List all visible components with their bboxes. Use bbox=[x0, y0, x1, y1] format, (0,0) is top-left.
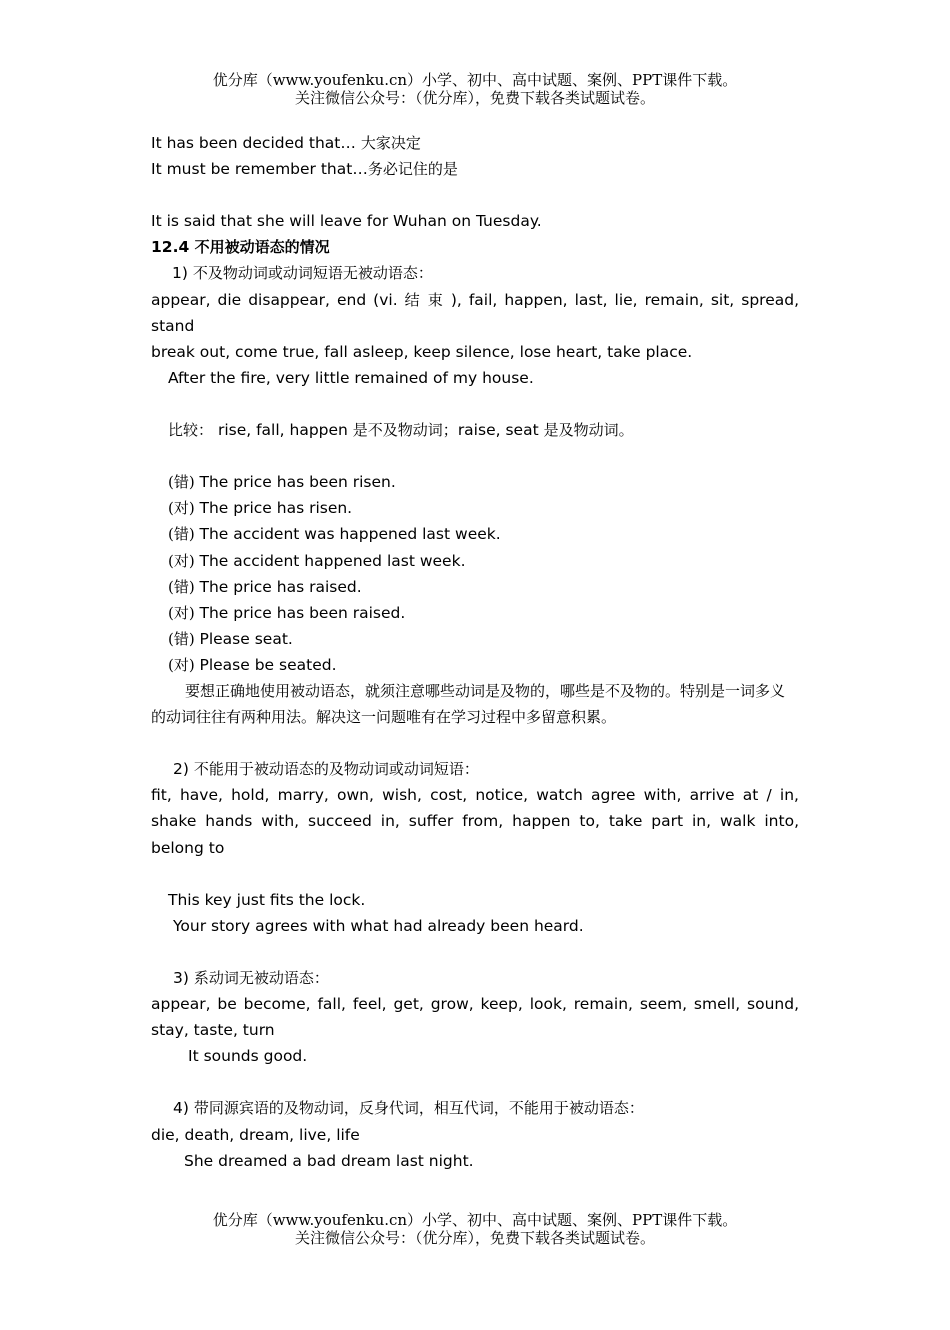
example-correct: (对) The price has risen. bbox=[168, 499, 353, 518]
text-line: It must be remember that…务必记住的是 bbox=[151, 160, 458, 179]
footer-line-1: 优分库（www.youfenku.cn）小学、初中、高中试题、案例、PPT课件下载。 bbox=[212, 1211, 738, 1229]
comparison-line: 比较： rise, fall, happen 是不及物动词；raise, seat 是及物动词。 bbox=[168, 421, 634, 440]
example-correct: (对) Please be seated. bbox=[168, 655, 337, 674]
word-list: die, death, dream, live, life bbox=[151, 1125, 360, 1144]
word-list: appear, be become, fall, feel, get, grow, keep, look, remain, seem, smell, sound, stay, taste, turn bbox=[151, 995, 799, 1040]
word-list: fit, have, hold, marry, own, wish, cost, notice, watch agree with, arrive at / in, shake hands with, succeed in, suffer from, happen to, take part in, walk into, belong to bbox=[151, 786, 799, 857]
note-paragraph: 要想正确地使用被动语态，就须注意哪些动词是及物的，哪些是不及物的。特别是一词多义的动词往往有两种用法。解决这一问题唯有在学习过程中多留意积累。 bbox=[151, 681, 786, 727]
example-sentence: It sounds good. bbox=[188, 1047, 308, 1066]
footer-line-2: 关注微信公众号：（优分库），免费下载各类试题试卷。 bbox=[294, 1229, 655, 1247]
document-body bbox=[151, 130, 799, 1174]
header-line-1: 优分库（www.youfenku.cn）小学、初中、高中试题、案例、PPT课件下载。 bbox=[212, 71, 738, 89]
text-line: It is said that she will leave for Wuhan on Tuesday. bbox=[151, 212, 542, 231]
example-correct: (对) The accident happened last week. bbox=[168, 551, 466, 570]
subsection-heading: 3) 系动词无被动语态： bbox=[173, 969, 329, 987]
section-heading: 12.4 不用被动语态的情况 bbox=[151, 238, 330, 257]
example-wrong: (错) The accident was happened last week. bbox=[168, 525, 501, 544]
example-sentence: This key just fits the lock. bbox=[168, 890, 366, 909]
example-sentence: She dreamed a bad dream last night. bbox=[184, 1151, 474, 1170]
header-line-2: 关注微信公众号：（优分库），免费下载各类试题试卷。 bbox=[294, 89, 655, 107]
example-sentence: Your story agrees with what had already been heard. bbox=[173, 916, 584, 935]
word-list: break out, come true, fall asleep, keep silence, lose heart, take place. bbox=[151, 342, 693, 361]
page-header bbox=[0, 71, 950, 107]
word-list: appear, die disappear, end (vi. 结束), fail, happen, last, lie, remain, sit, spread, stand bbox=[151, 290, 799, 335]
page-footer bbox=[0, 1211, 950, 1247]
example-wrong: (错) The price has raised. bbox=[168, 577, 362, 596]
subsection-heading: 1) 不及物动词或动词短语无被动语态： bbox=[172, 264, 433, 283]
text-line: It has been decided that… 大家决定 bbox=[151, 134, 421, 152]
example-wrong: (错) The price has been risen. bbox=[168, 473, 396, 492]
example-wrong: (错) Please seat. bbox=[168, 629, 293, 648]
example-sentence: After the fire, very little remained of my house. bbox=[168, 368, 534, 387]
subsection-heading: 4) 带同源宾语的及物动词，反身代词，相互代词，不能用于被动语态： bbox=[173, 1099, 644, 1118]
example-correct: (对) The price has been raised. bbox=[168, 603, 406, 622]
subsection-heading: 2) 不能用于被动语态的及物动词或动词短语： bbox=[173, 760, 479, 779]
